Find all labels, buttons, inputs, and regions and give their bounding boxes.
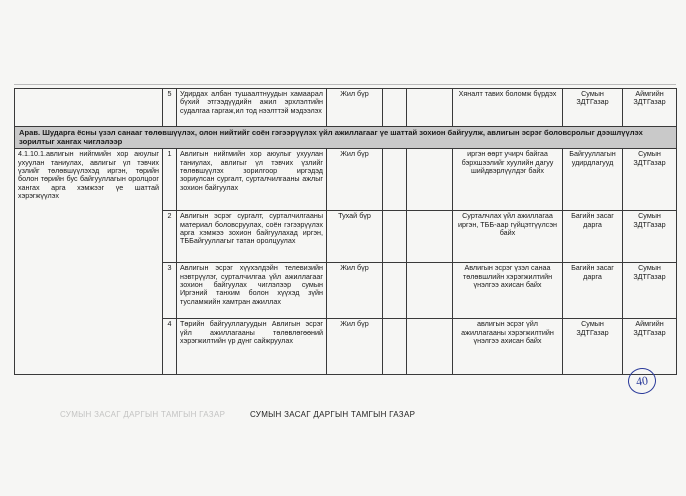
responsible-cell: Байгууллагын удирдлагууд (563, 149, 623, 211)
responsible-cell: Багийн засаг дарга (563, 263, 623, 319)
table-row (15, 149, 677, 211)
oversight-cell: Сумын ЗДТГазар (623, 211, 677, 263)
blank-cell (407, 319, 453, 375)
blank-cell (407, 149, 453, 211)
objective-cell: 4.1.10.1.авлигын нийгмийн хор аюулыг ухуулан таниулах, авлигыг үл тэвчих үзлийг төлөвшүүлэхэд иргэн, төрийн болон төрийн бус байгууллагын оролцоог хангах арга хэмжээг үе шаттай хэрэгжүүлэх (15, 149, 163, 375)
section-header-row (15, 127, 677, 149)
row-number: 2 (163, 211, 177, 263)
result-cell: иргэн өөрт учирч байгаа бэрхшээлийг хуулийн дагуу шийдвэрлүүлдэг байх (453, 149, 563, 211)
table-top-rule (14, 84, 676, 85)
blank-cell (383, 211, 407, 263)
activity-cell: Авлигын эсрэг сургалт, сурталчилгааны материал боловсруулах, соён гэгээрүүлэх арга хэмжээ зохион байгуулахад иргэн, ТББайгууллагыг татан оролцуулах (177, 211, 327, 263)
responsible-cell: Багийн засаг дарга (563, 211, 623, 263)
section-title: Арав. Шударга ёсны үзэл санааг төлөвшүүлэх, олон нийтийг соён гэгээрүүлэх үйл ажиллагааг үе шаттай зохион байгуулж, авлигын эсрэг боловсролыг дээшлүүлэх зорилтыг хангах чиглэлээр (15, 127, 677, 149)
action-plan-table (14, 88, 677, 375)
result-cell: авлигын эсрэг үйл ажиллагааны хэрэгжилтийн үнэлгээ ахисан байх (453, 319, 563, 375)
responsible-cell: Сумын ЗДТГазар (563, 319, 623, 375)
blank-cell (383, 89, 407, 127)
oversight-cell: Сумын ЗДТГазар (623, 149, 677, 211)
row-number: 4 (163, 319, 177, 375)
responsible-cell: Сумын ЗДТГазар (563, 89, 623, 127)
blank-cell (407, 263, 453, 319)
blank-cell (383, 263, 407, 319)
time-cell: Жил бүр (327, 319, 383, 375)
row-number: 5 (163, 89, 177, 127)
table-row (15, 89, 677, 127)
time-cell: Тухай бүр (327, 211, 383, 263)
blank-cell (407, 211, 453, 263)
blank-cell (383, 319, 407, 375)
result-cell: Сурталчлах үйл ажиллагаа иргэн, ТББ-аар гүйцэтгүүлсэн байх (453, 211, 563, 263)
result-cell: Авлигын эсрэг үзэл санаа төлөвшлийн хэрэгжилтийн үнэлгээ ахисан байх (453, 263, 563, 319)
row-number: 1 (163, 149, 177, 211)
objective-cell-empty (15, 89, 163, 127)
oversight-cell: Сумын ЗДТГазар (623, 263, 677, 319)
row-number: 3 (163, 263, 177, 319)
time-cell: Жил бүр (327, 149, 383, 211)
result-cell: Хяналт тавих боломж бүрдэх (453, 89, 563, 127)
activity-cell: Төрийн байгууллагуудын Авлигын эсрэг үйл ажиллагааны төлөвлөгөөний хэрэгжилтийн үр дүнг сайжруулах (177, 319, 327, 375)
page-footer: СУМЫН ЗАСАГ ДАРГЫН ТАМГЫН ГАЗАР (250, 410, 416, 419)
activity-cell: Авлигын эсрэг хүүхэлдэйн телевизийн нэвтрүүлэг, сурталчилгаа үйл ажиллагааг зохион байгуулах чиглэлээр сумын Иргэний танхим болон хүүхэд зүйн тусламжийн хамтран ажиллах (177, 263, 327, 319)
activity-cell: Удирдах албан тушаалтнуудын хамаарал бүхий этгээдүүдийн ажил эрхлэлтийн судалгаа гаргаж,ил тод нээлттэй мэдээлэх (177, 89, 327, 127)
oversight-cell: Аймгийн ЗДТГазар (623, 319, 677, 375)
activity-cell: Авлигын нийгмийн хор аюулыг ухуулан таниулах, авлигыг үл тэвчих үзлийг төлөвшүүлэх зорилгоор иргэдэд зориулсан сургалт, сурталчилгааны ажлыг зохион байгуулах (177, 149, 327, 211)
handwritten-page-number: 40 (626, 366, 657, 396)
time-cell: Жил бүр (327, 89, 383, 127)
blank-cell (383, 149, 407, 211)
oversight-cell: Аймгийн ЗДТГазар (623, 89, 677, 127)
footer-bleedthrough: СУМЫН ЗАСАГ ДАРГЫН ТАМГЫН ГАЗАР (60, 410, 226, 419)
time-cell: Жил бүр (327, 263, 383, 319)
blank-cell (407, 89, 453, 127)
